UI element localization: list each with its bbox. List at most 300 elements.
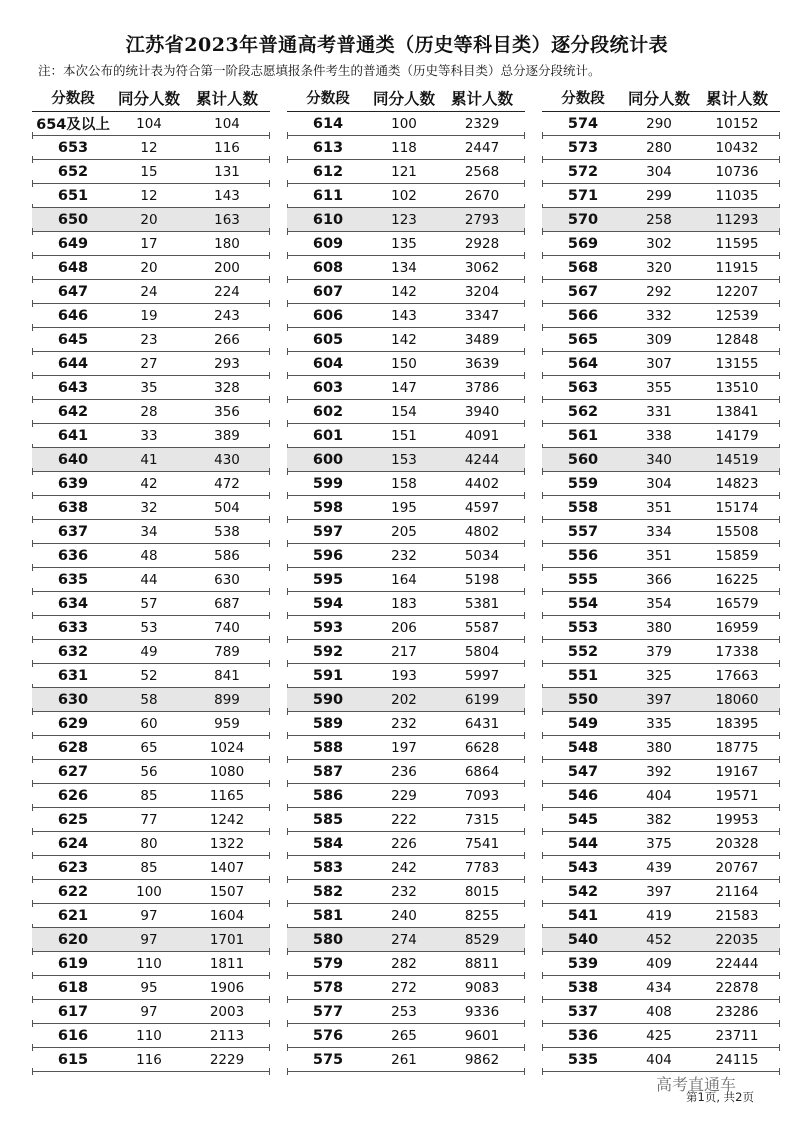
table-row (32, 520, 270, 544)
cell-count: 351 (646, 547, 672, 564)
cell-count: 52 (140, 667, 158, 684)
table-header (287, 84, 525, 111)
table-row (32, 784, 270, 808)
cell-score: 608 (312, 259, 344, 276)
table-row (542, 592, 780, 616)
cell-count: 147 (391, 379, 417, 396)
cell-score: 599 (312, 475, 344, 492)
cell-cumulative: 131 (214, 163, 240, 180)
cell-cumulative: 1322 (209, 835, 245, 852)
header-cumulative: 累计人数 (450, 89, 513, 108)
cell-cumulative: 293 (214, 355, 240, 372)
cell-score: 543 (567, 859, 599, 876)
table-row (542, 736, 780, 760)
table-row (287, 952, 525, 976)
cell-score: 628 (57, 739, 89, 756)
table-row (287, 184, 525, 208)
cell-cumulative: 10432 (715, 139, 759, 156)
cell-score: 567 (567, 283, 599, 300)
cell-count: 379 (646, 643, 672, 660)
cell-score: 630 (57, 691, 89, 708)
table-row (287, 448, 525, 472)
cell-score: 540 (567, 931, 599, 948)
table-rows (287, 111, 525, 1072)
table-row (287, 928, 525, 952)
table-row (287, 112, 525, 136)
cell-score: 583 (312, 859, 344, 876)
cell-count: 258 (646, 211, 672, 228)
cell-count: 158 (391, 475, 417, 492)
header-score: 分数段 (51, 91, 95, 107)
table-row (32, 856, 270, 880)
cell-score: 553 (567, 619, 599, 636)
table-row (287, 400, 525, 424)
table-row (32, 400, 270, 424)
cell-count: 97 (140, 1003, 158, 1020)
cell-count: 56 (140, 763, 158, 780)
cell-cumulative: 1407 (209, 859, 245, 876)
cell-score: 568 (567, 259, 599, 276)
table-row (32, 544, 270, 568)
cell-score: 634 (57, 595, 89, 612)
cell-count: 142 (391, 331, 417, 348)
cell-count: 20 (140, 211, 158, 228)
cell-cumulative: 8255 (464, 907, 500, 924)
cell-cumulative: 5198 (464, 571, 500, 588)
table-row (32, 448, 270, 472)
cell-score: 614 (312, 115, 344, 132)
table-row (287, 568, 525, 592)
cell-score: 651 (57, 187, 89, 204)
cell-score: 578 (312, 979, 344, 996)
cell-cumulative: 224 (214, 283, 240, 300)
table-row (287, 856, 525, 880)
cell-count: 331 (646, 403, 672, 420)
cell-score: 562 (567, 403, 599, 420)
cell-score: 595 (312, 571, 344, 588)
table-row (542, 328, 780, 352)
cell-cumulative: 5034 (464, 547, 500, 564)
cell-cumulative: 10736 (715, 163, 759, 180)
cell-score: 639 (57, 475, 89, 492)
table-row (287, 664, 525, 688)
cell-score: 641 (57, 427, 89, 444)
cell-score: 575 (312, 1051, 344, 1068)
table-row (287, 760, 525, 784)
table-row (287, 1024, 525, 1048)
cell-count: 121 (391, 163, 417, 180)
cell-score: 596 (312, 547, 344, 564)
table-row (287, 592, 525, 616)
cell-count: 261 (391, 1051, 417, 1068)
cell-cumulative: 14823 (715, 475, 759, 492)
cell-cumulative: 504 (214, 499, 240, 516)
cell-score: 574 (567, 115, 599, 132)
cell-count: 27 (140, 355, 158, 372)
table-row (542, 616, 780, 640)
cell-count: 110 (136, 955, 162, 972)
cell-count: 154 (391, 403, 417, 420)
cell-count: 397 (646, 883, 672, 900)
table-row (542, 880, 780, 904)
cell-score: 557 (567, 523, 599, 540)
cell-score: 645 (57, 331, 89, 348)
cell-cumulative: 2568 (464, 163, 500, 180)
cell-count: 32 (140, 499, 158, 516)
cell-cumulative: 3639 (464, 355, 500, 372)
table-row (542, 520, 780, 544)
cell-cumulative: 6431 (464, 715, 500, 732)
cell-count: 307 (646, 355, 672, 372)
cell-cumulative: 15508 (715, 523, 759, 540)
cell-score: 615 (57, 1051, 89, 1068)
cell-cumulative: 2793 (464, 211, 500, 228)
cell-count: 408 (646, 1003, 672, 1020)
table-row (542, 784, 780, 808)
cell-score: 602 (312, 403, 344, 420)
cell-count: 80 (140, 835, 158, 852)
cell-count: 202 (391, 691, 417, 708)
cell-score: 558 (567, 499, 599, 516)
table-row (287, 736, 525, 760)
cell-cumulative: 7541 (464, 835, 500, 852)
table-row (542, 544, 780, 568)
table-row (32, 808, 270, 832)
header-score: 分数段 (561, 91, 605, 107)
cell-cumulative: 389 (214, 427, 240, 444)
cell-cumulative: 899 (214, 691, 240, 708)
cell-score: 544 (567, 835, 599, 852)
cell-cumulative: 3940 (464, 403, 500, 420)
cell-count: 195 (391, 499, 417, 516)
table-row (287, 496, 525, 520)
cell-score: 649 (57, 235, 89, 252)
cell-cumulative: 23286 (715, 1003, 759, 1020)
cell-score: 585 (312, 811, 344, 828)
cell-score: 589 (312, 715, 344, 732)
cell-score: 647 (57, 283, 89, 300)
header-count: 同分人数 (117, 89, 180, 108)
cell-count: 205 (391, 523, 417, 540)
cell-count: 382 (646, 811, 672, 828)
cell-count: 116 (136, 1051, 162, 1068)
cell-count: 404 (646, 1051, 672, 1068)
cell-score: 650 (57, 211, 89, 228)
cell-count: 425 (646, 1027, 672, 1044)
cell-count: 17 (140, 235, 158, 252)
cell-score: 566 (567, 307, 599, 324)
table-row (32, 664, 270, 688)
cell-cumulative: 12848 (715, 331, 759, 348)
table-header (542, 84, 780, 111)
cell-cumulative: 18060 (715, 691, 759, 708)
cell-count: 240 (391, 907, 417, 924)
cell-cumulative: 11915 (715, 259, 759, 276)
cell-score: 581 (312, 907, 344, 924)
cell-cumulative: 9862 (464, 1051, 500, 1068)
table-rows (542, 111, 780, 1072)
cell-score: 579 (312, 955, 344, 972)
cell-cumulative: 12207 (715, 283, 759, 300)
table-row (32, 928, 270, 952)
table-row (32, 832, 270, 856)
table-row (32, 592, 270, 616)
table-row (542, 208, 780, 232)
cell-cumulative: 180 (214, 235, 240, 252)
table-row (32, 736, 270, 760)
cell-score: 636 (57, 547, 89, 564)
cell-count: 335 (646, 715, 672, 732)
cell-cumulative: 2670 (464, 187, 500, 204)
cell-score: 597 (312, 523, 344, 540)
cell-score: 607 (312, 283, 344, 300)
cell-score: 592 (312, 643, 344, 660)
header-score: 分数段 (306, 91, 350, 107)
cell-cumulative: 143 (214, 187, 240, 204)
cell-cumulative: 9083 (464, 979, 500, 996)
cell-count: 12 (140, 139, 158, 156)
cell-cumulative: 17338 (715, 643, 759, 660)
cell-score: 588 (312, 739, 344, 756)
cell-score: 632 (57, 643, 89, 660)
cell-cumulative: 5997 (464, 667, 500, 684)
cell-count: 380 (646, 619, 672, 636)
cell-cumulative: 2229 (209, 1051, 245, 1068)
cell-score: 613 (312, 139, 344, 156)
table-row (32, 136, 270, 160)
cell-count: 274 (391, 931, 417, 948)
table-row (542, 256, 780, 280)
table-row (32, 616, 270, 640)
cell-score: 646 (57, 307, 89, 324)
table-row (542, 496, 780, 520)
cell-cumulative: 24115 (715, 1051, 759, 1068)
cell-score: 626 (57, 787, 89, 804)
table-row (32, 304, 270, 328)
cell-count: 290 (646, 115, 672, 132)
cell-count: 226 (391, 835, 417, 852)
cell-count: 217 (391, 643, 417, 660)
table-row (32, 184, 270, 208)
cell-cumulative: 2003 (209, 1003, 245, 1020)
cell-count: 334 (646, 523, 672, 540)
table-row (287, 520, 525, 544)
cell-cumulative: 22444 (715, 955, 759, 972)
cell-count: 151 (391, 427, 417, 444)
cell-cumulative: 630 (214, 571, 240, 588)
table-row (287, 976, 525, 1000)
table-row (32, 208, 270, 232)
table-row (287, 232, 525, 256)
cell-score: 555 (567, 571, 599, 588)
cell-score: 619 (57, 955, 89, 972)
cell-cumulative: 16225 (715, 571, 759, 588)
page-footer: 第1页, 共2页 (686, 1090, 754, 1104)
cell-count: 304 (646, 475, 672, 492)
table-row (32, 976, 270, 1000)
cell-score: 572 (567, 163, 599, 180)
table-row (32, 160, 270, 184)
cell-count: 12 (140, 187, 158, 204)
cell-count: 320 (646, 259, 672, 276)
cell-cumulative: 7783 (464, 859, 500, 876)
cell-cumulative: 687 (214, 595, 240, 612)
table-row (542, 424, 780, 448)
cell-count: 355 (646, 379, 672, 396)
cell-score: 610 (312, 211, 344, 228)
cell-score: 539 (567, 955, 599, 972)
cell-cumulative: 20328 (715, 835, 759, 852)
cell-count: 53 (140, 619, 158, 636)
cell-cumulative: 3489 (464, 331, 500, 348)
cell-cumulative: 17663 (715, 667, 759, 684)
cell-cumulative: 16579 (715, 595, 759, 612)
cell-score: 565 (567, 331, 599, 348)
cell-score: 638 (57, 499, 89, 516)
cell-count: 23 (140, 331, 158, 348)
cell-count: 332 (646, 307, 672, 324)
cell-count: 164 (391, 571, 417, 588)
cell-score: 590 (312, 691, 344, 708)
cell-cumulative: 13155 (715, 355, 759, 372)
cell-count: 197 (391, 739, 417, 756)
table-row (542, 568, 780, 592)
table-row (287, 784, 525, 808)
table-row (32, 904, 270, 928)
table-row (32, 112, 270, 136)
table-row (542, 712, 780, 736)
cell-score: 537 (567, 1003, 599, 1020)
cell-count: 309 (646, 331, 672, 348)
cell-score: 616 (57, 1027, 89, 1044)
cell-score: 541 (567, 907, 599, 924)
cell-count: 19 (140, 307, 158, 324)
page-title: 江苏省2023年普通高考普通类（历史等科目类）逐分段统计表 (125, 34, 669, 56)
cell-count: 439 (646, 859, 672, 876)
cell-count: 42 (140, 475, 158, 492)
cell-count: 48 (140, 547, 158, 564)
cell-count: 409 (646, 955, 672, 972)
table-row (542, 1000, 780, 1024)
cell-score: 573 (567, 139, 599, 156)
cell-score: 640 (57, 451, 89, 468)
cell-cumulative: 243 (214, 307, 240, 324)
cell-cumulative: 2113 (209, 1027, 245, 1044)
cell-score: 603 (312, 379, 344, 396)
cell-cumulative: 4091 (464, 427, 500, 444)
table-row (32, 952, 270, 976)
cell-score: 550 (567, 691, 599, 708)
cell-count: 44 (140, 571, 158, 588)
cell-cumulative: 1906 (209, 979, 245, 996)
cell-cumulative: 11293 (715, 211, 759, 228)
cell-count: 110 (136, 1027, 162, 1044)
table-row (32, 424, 270, 448)
cell-cumulative: 4597 (464, 499, 500, 516)
cell-count: 280 (646, 139, 672, 156)
cell-cumulative: 740 (214, 619, 240, 636)
cell-count: 123 (391, 211, 417, 228)
table-row (542, 928, 780, 952)
table-row (32, 496, 270, 520)
cell-count: 302 (646, 235, 672, 252)
cell-count: 28 (140, 403, 158, 420)
cell-count: 229 (391, 787, 417, 804)
cell-count: 434 (646, 979, 672, 996)
cell-cumulative: 3786 (464, 379, 500, 396)
cell-cumulative: 6864 (464, 763, 500, 780)
table-row (32, 760, 270, 784)
cell-count: 366 (646, 571, 672, 588)
cell-score: 570 (567, 211, 599, 228)
cell-count: 33 (140, 427, 158, 444)
table-row (542, 1024, 780, 1048)
cell-cumulative: 430 (214, 451, 240, 468)
cell-count: 452 (646, 931, 672, 948)
cell-count: 49 (140, 643, 158, 660)
table-row (542, 304, 780, 328)
table-row (542, 832, 780, 856)
cell-score: 601 (312, 427, 344, 444)
cell-count: 77 (140, 811, 158, 828)
cell-score: 548 (567, 739, 599, 756)
table-row (542, 400, 780, 424)
cell-score: 563 (567, 379, 599, 396)
table-row (542, 904, 780, 928)
cell-score: 546 (567, 787, 599, 804)
cell-score: 629 (57, 715, 89, 732)
cell-cumulative: 8811 (464, 955, 500, 972)
cell-score: 556 (567, 547, 599, 564)
cell-count: 60 (140, 715, 158, 732)
cell-score: 536 (567, 1027, 599, 1044)
cell-count: 304 (646, 163, 672, 180)
cell-cumulative: 13841 (715, 403, 759, 420)
cell-cumulative: 789 (214, 643, 240, 660)
table-row (542, 640, 780, 664)
cell-score: 621 (57, 907, 89, 924)
cell-count: 135 (391, 235, 417, 252)
cell-score: 576 (312, 1027, 344, 1044)
cell-count: 15 (140, 163, 158, 180)
cell-score: 652 (57, 163, 89, 180)
cell-count: 253 (391, 1003, 417, 1020)
cell-score: 625 (57, 811, 89, 828)
cell-score: 586 (312, 787, 344, 804)
table-row (287, 904, 525, 928)
cell-cumulative: 6199 (464, 691, 500, 708)
table-row (32, 256, 270, 280)
cell-cumulative: 586 (214, 547, 240, 564)
table-column-2 (287, 84, 525, 1072)
cell-cumulative: 3204 (464, 283, 500, 300)
cell-score: 637 (57, 523, 89, 540)
cell-count: 340 (646, 451, 672, 468)
cell-score: 559 (567, 475, 599, 492)
cell-cumulative: 8015 (464, 883, 500, 900)
table-row (542, 952, 780, 976)
cell-score: 633 (57, 619, 89, 636)
cell-cumulative: 538 (214, 523, 240, 540)
cell-count: 143 (391, 307, 417, 324)
table-row (32, 712, 270, 736)
cell-count: 34 (140, 523, 158, 540)
cell-cumulative: 22035 (715, 931, 759, 948)
cell-cumulative: 22878 (715, 979, 759, 996)
cell-cumulative: 356 (214, 403, 240, 420)
cell-cumulative: 10152 (715, 115, 759, 132)
cell-score: 587 (312, 763, 344, 780)
